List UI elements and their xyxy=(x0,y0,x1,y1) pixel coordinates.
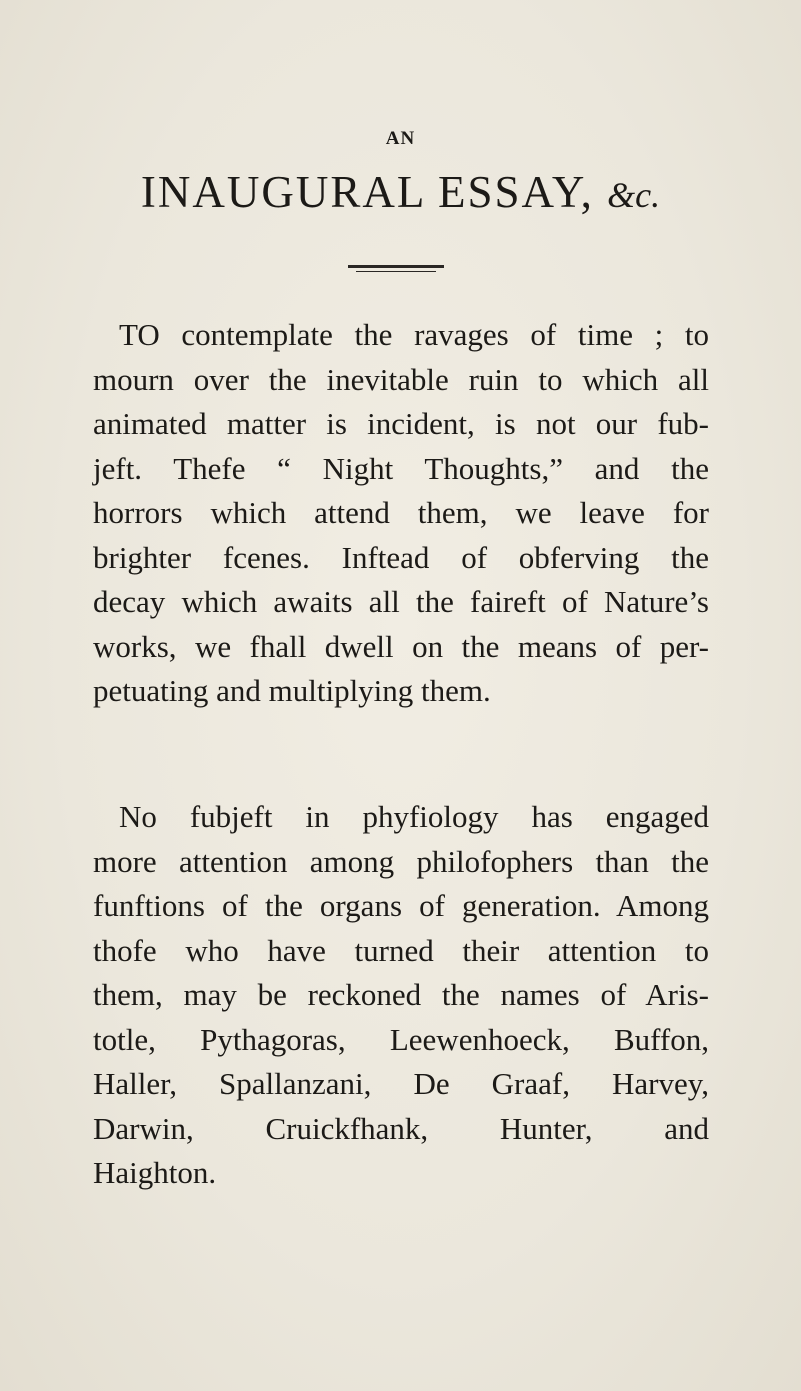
text-line: decay which awaits all the faireft of Nature’s xyxy=(93,584,709,619)
text-line: horrors which attend them, we leave for xyxy=(93,495,709,530)
text-line: No fubjeft in phyfiology has engaged xyxy=(119,799,709,834)
title-kicker: AN xyxy=(385,128,416,149)
title-text: INAUGURAL ESSAY, xyxy=(140,167,594,217)
title-rule xyxy=(348,265,444,268)
page-title xyxy=(0,166,801,218)
text-line: more attention among philofophers than the xyxy=(93,843,709,879)
text-line: totle, Pythagoras, Leewenhoeck, Buffon, xyxy=(93,1021,709,1057)
text-line: Haighton. xyxy=(93,1155,217,1190)
text-line: mourn over the inevitable ruin to which all xyxy=(93,361,709,397)
text-line: thofe who have turned their attention to xyxy=(93,932,709,968)
text-line: brighter fcenes. Inftead of obferving the xyxy=(93,539,709,575)
title-rule-thin xyxy=(356,271,436,272)
text-line: them, may be reckoned the names of Aris- xyxy=(93,977,709,1012)
text-line: jeft. Thefe “ Night Thoughts,” and the xyxy=(93,450,709,486)
text-line: TO contemplate the ravages of time ; to xyxy=(119,317,709,352)
text-line: Haller, Spallanzani, De Graaf, Harvey, xyxy=(93,1066,709,1101)
text-line: animated matter is incident, is not our fub- xyxy=(93,406,709,441)
text-line: works, we fhall dwell on the means of per- xyxy=(93,628,709,664)
paragraph-1 xyxy=(93,313,709,714)
text-line: funftions of the organs of generation. Among xyxy=(93,888,709,923)
title-suffix: &c. xyxy=(607,175,661,215)
paragraph-2 xyxy=(93,795,709,1196)
text-line: Darwin, Cruickfhank, Hunter, and xyxy=(93,1110,709,1146)
text-line: petuating and multiplying them. xyxy=(93,673,491,708)
